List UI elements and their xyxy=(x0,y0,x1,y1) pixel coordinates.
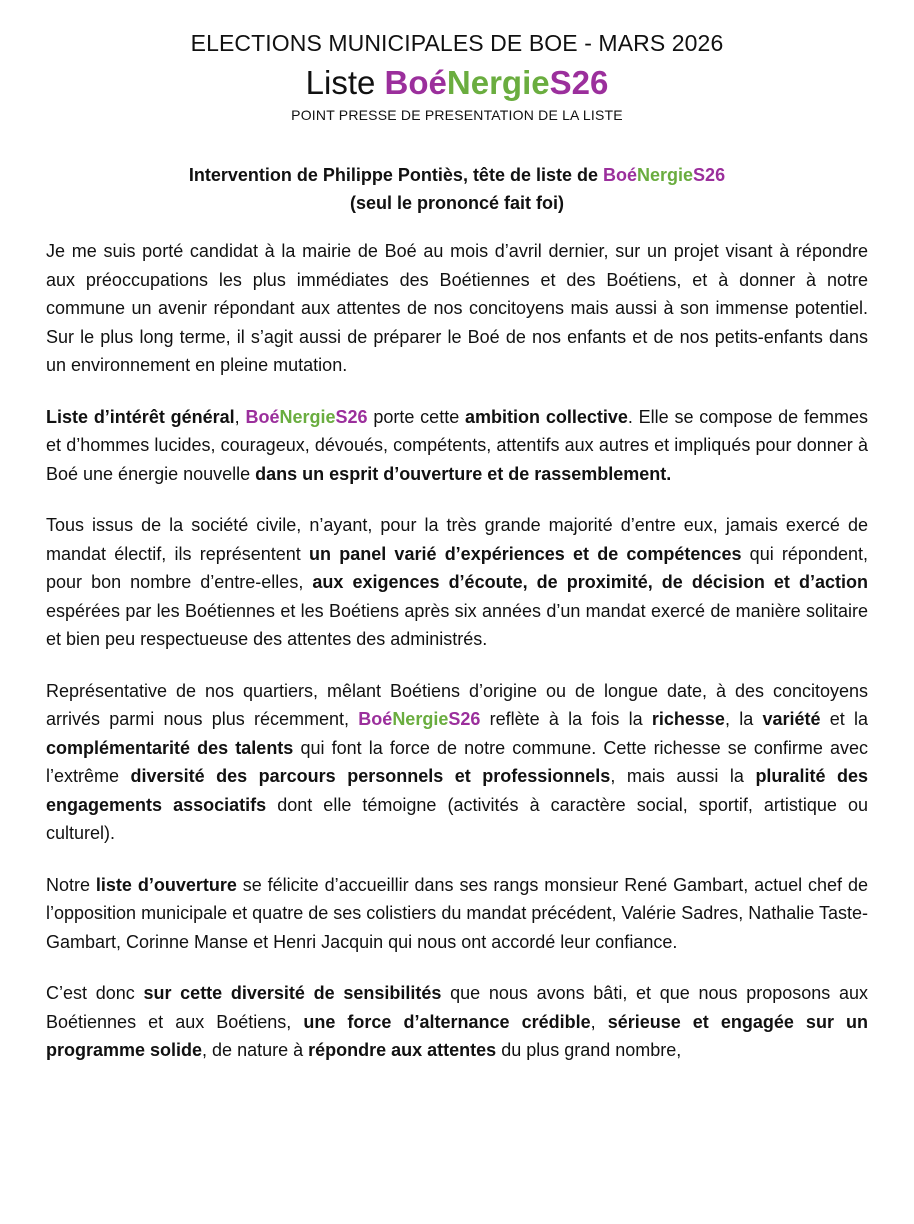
paragraph-4 xyxy=(46,677,868,848)
brand-part-boe: Boé xyxy=(603,165,638,185)
text: et la xyxy=(820,709,869,729)
press-subtitle: POINT PRESSE DE PRESENTATION DE LA LISTE xyxy=(291,107,623,123)
emphasis: Liste d’intérêt général xyxy=(46,406,235,427)
brand-part-nergie: Nergie xyxy=(392,709,449,729)
brand-part-boe: Boé xyxy=(384,64,447,101)
brand-part-nergie: Nergie xyxy=(637,165,694,185)
emphasis: répondre aux attentes xyxy=(308,1040,497,1060)
intro-text: Intervention de Philippe Pontiès, tête de liste de xyxy=(188,165,603,185)
brand-part-boe: Boé xyxy=(358,709,393,729)
text: , xyxy=(590,1011,608,1032)
emphasis: pluralité des engagements associatifs xyxy=(46,766,868,815)
emphasis: sur cette diversité de sensibilités xyxy=(143,983,442,1003)
text: reflète à la fois la xyxy=(480,709,652,729)
emphasis: complémentarité des talents xyxy=(46,737,294,758)
paragraph-2 xyxy=(46,403,868,489)
emphasis: diversité des parcours personnels et professionnels xyxy=(130,766,611,786)
intro-line-2: (seul le prononcé fait foi) xyxy=(349,193,564,213)
emphasis: aux exigences d’écoute, de proximité, de décision et d’action xyxy=(312,572,868,592)
emphasis: sérieuse et engagée sur un programme solide xyxy=(46,1011,868,1060)
brand-part-s26: S26 xyxy=(693,165,726,185)
brand-part-s26: S26 xyxy=(335,406,368,427)
paragraph-3 xyxy=(46,511,868,654)
text: Représentative de nos quartiers, mêlant Boétiens d’origine ou de longue date, à des concitoyens arrivés parmi nous plus récemment, xyxy=(46,680,868,729)
text: , xyxy=(234,406,246,427)
emphasis: variété xyxy=(762,709,821,729)
emphasis: ambition collective xyxy=(465,406,628,427)
emphasis: une force d’alternance crédible xyxy=(303,1011,591,1032)
intro-line-1 xyxy=(46,161,868,189)
paragraph-5 xyxy=(46,871,868,957)
text: du plus grand nombre, xyxy=(496,1040,682,1060)
emphasis: liste d’ouverture xyxy=(95,874,237,895)
brand-part-nergie: Nergie xyxy=(279,406,336,427)
text: Tous issus de la société civile, n’ayant, pour la très grande majorité d’entre eux, jamais exercé de mandat électif, ils représentent xyxy=(46,515,868,564)
text: , de nature à xyxy=(202,1040,309,1060)
paragraph-6 xyxy=(46,979,868,1065)
list-title xyxy=(46,63,868,103)
brand-part-nergie: Nergie xyxy=(446,64,550,101)
brand-part-s26: S26 xyxy=(448,709,481,729)
text: qui répondent, pour bon nombre d’entre-elles, xyxy=(46,543,868,592)
text: espérées par les Boétiennes et les Boétiens après six années d’un mandat exercé de manière solitaire et bien peu respectueuse des attentes des administrés. xyxy=(46,600,868,649)
emphasis: dans un esprit d’ouverture et de rassemblement. xyxy=(255,463,672,484)
election-title: ELECTIONS MUNICIPALES DE BOE - MARS 2026 xyxy=(190,30,724,56)
document-header xyxy=(46,30,868,123)
brand-part-s26: S26 xyxy=(549,64,609,101)
text: que nous avons bâti, et que nous proposons aux Boétiennes et aux Boétiens, xyxy=(46,983,868,1032)
brand-part-boe: Boé xyxy=(245,406,280,427)
emphasis: un panel varié d’expériences et de compétences xyxy=(309,543,742,564)
text: , mais aussi la xyxy=(610,766,756,786)
text: se félicite d’accueillir dans ses rangs monsieur René Gambart, actuel chef de l’opposition municipale et quatre de ses colistiers du mandat précédent, Valérie Sadres, Nathalie Taste-Gambart, Corinne Manse et Henri Jacquin qui nous ont accordé leur confiance. xyxy=(46,874,868,952)
text: Notre xyxy=(46,874,96,895)
paragraph-1: Je me suis porté candidat à la mairie de Boé au mois d’avril dernier, sur un projet visant à répondre aux préoccupations les plus immédiates des Boétiennes et des Boétiens, et à donner à notre commune un avenir répondant aux attentes de nos concitoyens mais aussi à son immense potentiel. Sur le plus long terme, il s’agit aussi de préparer le Boé de nos enfants et de nos petits-enfants dans un environnement en pleine mutation. xyxy=(46,241,868,375)
text: . Elle se compose de femmes et d’hommes lucides, courageux, dévoués, compétents, attentifs aux autres et impliqués pour donner à Boé une énergie nouvelle xyxy=(46,406,868,484)
speech-body xyxy=(46,237,868,1065)
text: C’est donc xyxy=(46,983,144,1003)
text: porte cette xyxy=(367,406,466,427)
text: , la xyxy=(724,709,763,729)
emphasis: richesse xyxy=(651,709,725,729)
text: dont elle témoigne (activités à caractère social, sportif, artistique ou culturel). xyxy=(46,794,869,843)
list-word: Liste xyxy=(305,64,385,101)
speech-intro xyxy=(46,161,868,217)
text: qui font la force de notre commune. Cette richesse se confirme avec l’extrême xyxy=(46,737,868,786)
